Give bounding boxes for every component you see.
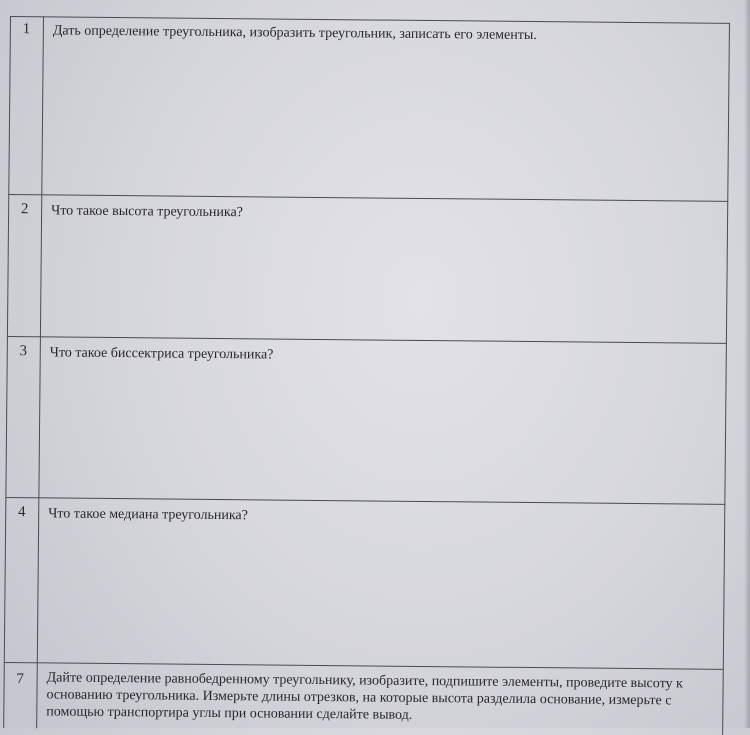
row-number: 7 (16, 671, 24, 688)
table-row (3, 662, 724, 735)
row-number: 2 (20, 201, 29, 218)
question-text: Что такое высота треугольника? (51, 203, 243, 221)
question-text: Что такое биссектриса треугольника? (49, 345, 274, 363)
question-text: Дать определение треугольника, изобразить треугольник, записать его элементы. (52, 23, 537, 44)
paper-edge-shadow (744, 0, 750, 728)
row-number: 1 (22, 21, 31, 38)
row-number: 3 (19, 343, 28, 360)
table-row (5, 336, 727, 504)
table-row (7, 194, 728, 343)
question-text: Что такое медиана треугольника? (48, 506, 248, 524)
worksheet-table (3, 16, 730, 735)
table-row (4, 497, 726, 669)
row-number: 4 (17, 504, 26, 521)
table-row (8, 16, 730, 201)
question-text: Дайте определение равнобедренному треугольнику, изобразите, подпишите элементы, проведите высоту к основанию треугольника. Измерьте длины отрезков, на которые высота разделила основание, измерьте с помощью транспортира углы при основании сделайте вывод. (46, 670, 683, 723)
